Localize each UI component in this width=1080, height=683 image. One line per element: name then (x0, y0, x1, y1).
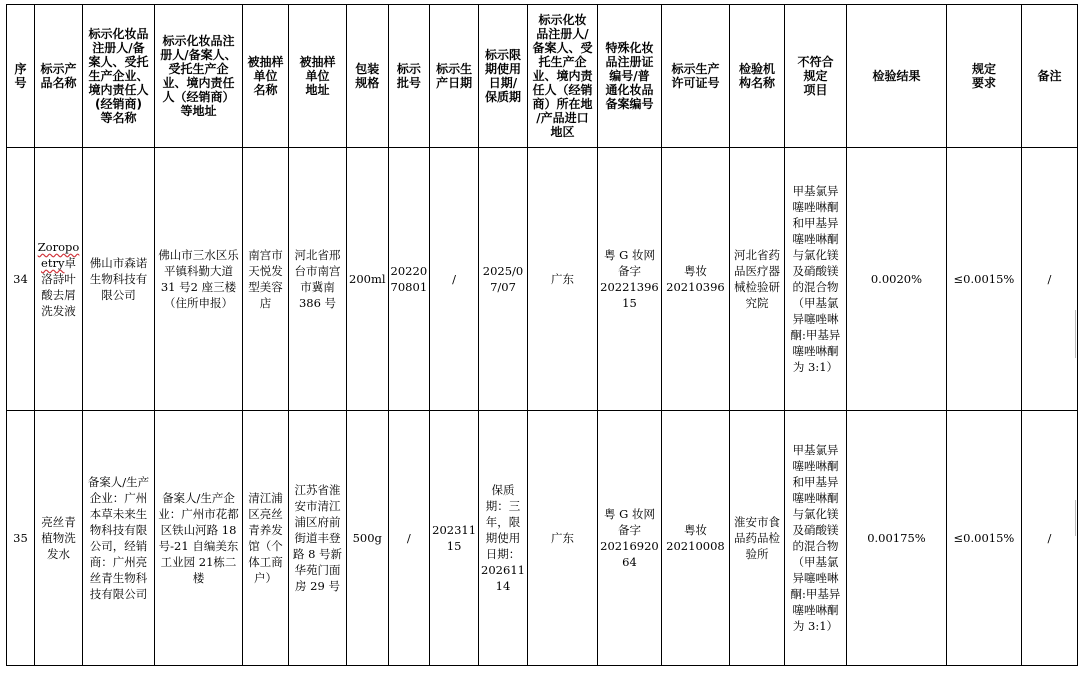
cell-batch-no: 20220 70801 (388, 148, 430, 411)
cell-lab: 河北省药品医疗器械检验研究院 (729, 148, 784, 411)
cell-production-date: / (430, 148, 479, 411)
page-edge-mark (1075, 500, 1080, 536)
table-row (7, 411, 1078, 666)
cell-remark: / (1021, 411, 1077, 666)
header-registrant-address: 标示化妆品注 册人/备案人、 受托生产企 业、境内责任 人（经销商） 等地址 (155, 5, 243, 148)
cell-sampled-address: 江苏省淮安市清江浦区府前街道丰登路 8 号新华苑门面房 29 号 (289, 411, 347, 666)
misspelled-text: Zoropo etry (37, 240, 80, 270)
cell-product-name: 亮丝青植物洗发水 (35, 411, 83, 666)
cell-lab: 淮安市食品药品检验所 (729, 411, 784, 666)
cell-result: 0.0020% (846, 148, 946, 411)
header-sampled-address: 被抽样 单位 地址 (289, 5, 347, 148)
cell-registrant: 佛山市森诺生物科技有限公司 (83, 148, 155, 411)
cell-requirement: ≤0.0015% (946, 411, 1021, 666)
table-row (7, 148, 1078, 411)
cell-package-spec: 200ml (347, 148, 389, 411)
header-product-name: 标示产 品名称 (35, 5, 83, 148)
cell-failed-item: 甲基氯异噻唑啉酮和甲基异噻唑啉酮与氯化镁及硝酸镁的混合物（甲基氯异噻唑啉酮:甲基异噻唑啉酮为 3:1） (784, 411, 846, 666)
header-failed-item: 不符合 规定 项目 (784, 5, 846, 148)
cell-registrant-address: 备案人/生产企业：广州市花都区铁山河路 18 号-21 自编美东工业园 21栋二楼 (155, 411, 243, 666)
header-region: 标示化妆 品注册人/ 备案人、受 托生产企 业、境内责 任人（经销 商）所在地 /产品进口 地区 (527, 5, 597, 148)
header-expiry: 标示限 期使用 日期/ 保质期 (479, 5, 528, 148)
cell-batch-no: / (388, 411, 430, 666)
header-lab: 检验机 构名称 (729, 5, 784, 148)
cell-registrant-address: 佛山市三水区乐平镇科勤大道 31 号2 座三楼（住所申报） (155, 148, 243, 411)
header-package-spec: 包装 规格 (347, 5, 389, 148)
header-batch-no: 标示 批号 (388, 5, 430, 148)
cell-region: 广东 (527, 148, 597, 411)
cell-package-spec: 500g (347, 411, 389, 666)
header-requirement: 规定 要求 (946, 5, 1021, 148)
cell-sampled-unit: 南宫市天悦发型美容店 (243, 148, 289, 411)
cell-filing-no: 粤 G 妆网 备字 20221396 15 (597, 148, 661, 411)
cell-filing-no: 粤 G 妆网 备字 20216920 64 (597, 411, 661, 666)
cell-expiry: 2025/0 7/07 (479, 148, 528, 411)
cell-expiry: 保质 期：三 年，限 期使用 日期： 202611 14 (479, 411, 528, 666)
cell-license-no: 粤妆 20210008 (661, 411, 729, 666)
header-no: 序 号 (7, 5, 35, 148)
header-result: 检验结果 (846, 5, 946, 148)
page-edge-mark (1075, 310, 1080, 358)
cell-registrant: 备案人/生产企业：广州本草未来生物科技有限公司，经销商：广州亮丝青生物科技有限公司 (83, 411, 155, 666)
header-filing-no: 特殊化妆 品注册证 编号/普 通化妆品 备案编号 (597, 5, 661, 148)
header-remark: 备注 (1021, 5, 1077, 148)
cell-sampled-unit: 清江浦区亮丝青养发馆（个体工商户） (243, 411, 289, 666)
cell-no: 34 (7, 148, 35, 411)
header-license-no: 标示生产 许可证号 (661, 5, 729, 148)
cell-sampled-address: 河北省邢台市南宫市冀南 386 号 (289, 148, 347, 411)
header-row (7, 5, 1078, 148)
cell-requirement: ≤0.0015% (946, 148, 1021, 411)
cell-no: 35 (7, 411, 35, 666)
cell-product-name: Zoropo etry卓洛詩叶酸去屑洗发液 (35, 148, 83, 411)
cell-production-date: 202311 15 (430, 411, 479, 666)
header-production-date: 标示生 产日期 (430, 5, 479, 148)
cell-failed-item: 甲基氯异噻唑啉酮和甲基异噻唑啉酮与氯化镁及硝酸镁的混合物（甲基氯异噻唑啉酮:甲基异噻唑啉酮为 3:1） (784, 148, 846, 411)
cell-remark: / (1021, 148, 1077, 411)
cell-license-no: 粤妆 20210396 (661, 148, 729, 411)
inspection-table (6, 4, 1078, 666)
cell-region: 广东 (527, 411, 597, 666)
header-registrant: 标示化妆品 注册人/备 案人、受托 生产企业、 境内责任人 (经销商) 等名称 (83, 5, 155, 148)
cell-result: 0.00175% (846, 411, 946, 666)
header-sampled-unit: 被抽样 单位 名称 (243, 5, 289, 148)
